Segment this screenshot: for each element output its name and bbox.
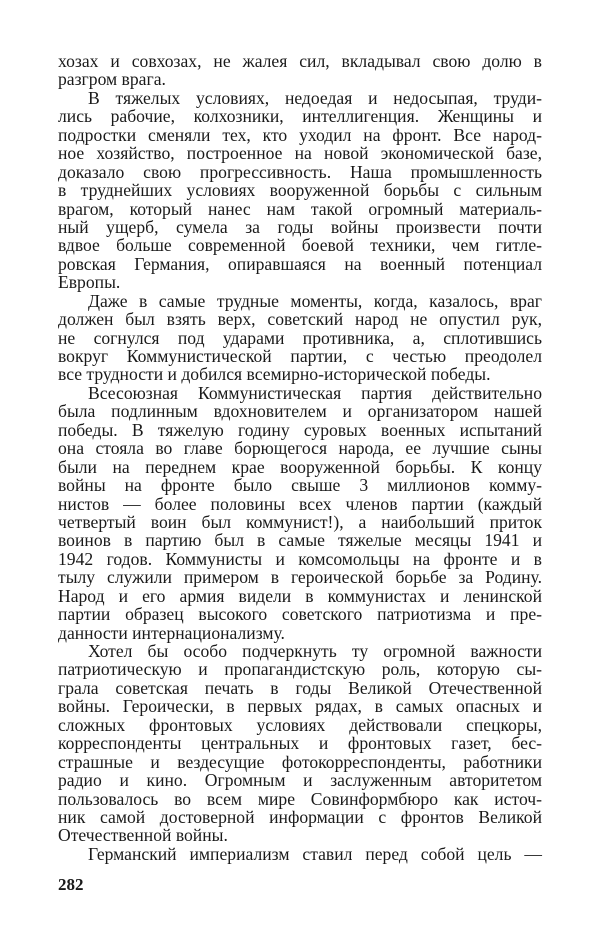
text-line: она стояла во главе борющегося народа, ее лучшие сыны: [58, 438, 542, 459]
text-line: победы. В тяжелую годину суровых военных испытаний: [58, 419, 542, 440]
text-line: Даже в самые трудные моменты, когда, казалось, враг: [88, 290, 542, 311]
text-line: страшные и вездесущие фотокорреспонденты, работники: [58, 751, 542, 772]
page-body-text: [58, 52, 542, 863]
text-line: партии образец высокого советского патриотизма и пре-: [58, 604, 542, 625]
text-line: войны. Героически, в первых рядах, в самых опасных и: [58, 696, 542, 717]
paragraph: [58, 52, 542, 89]
text-line: ровская Германия, опиравшаяся на военный потенциал: [58, 253, 542, 274]
text-line: данности интернационализму.: [58, 622, 285, 643]
text-line: воинов в партию был в самые тяжелые месяцы 1941 и: [58, 530, 542, 551]
text-line: радио и кино. Огромным и заслуженным авторитетом: [58, 770, 542, 791]
text-line: ник самой достоверной информации с фронтов Великой: [58, 806, 542, 827]
text-line: тылу служили примером в героической борьбе за Родину.: [58, 567, 542, 588]
text-line: были на переднем крае вооруженной борьбы. К концу: [58, 456, 542, 477]
text-line: лись рабочие, колхозники, интеллигенция. Женщины и: [58, 106, 542, 127]
text-line: Народ и его армия видели в коммунистах и ленинской: [58, 585, 542, 606]
text-line: хозах и совхозах, не жалея сил, вкладывал свою долю в: [58, 51, 542, 71]
text-line: разгром врага.: [58, 69, 166, 90]
text-line: пользовалось во всем мире Совинформбюро как источ-: [58, 788, 542, 809]
text-line: 1942 годов. Коммунисты и комсомольцы на фронте и в: [58, 548, 542, 569]
text-line: Всесоюзная Коммунистическая партия действительно: [88, 382, 542, 403]
text-line: подростки сменяли тех, кто уходил на фронт. Все народ-: [58, 124, 542, 145]
paragraph: [58, 845, 542, 863]
text-line: корреспонденты центральных и фронтовых газет, бес-: [58, 733, 542, 754]
text-line: четвертый воин был коммунист!), а наибольший приток: [58, 511, 542, 532]
text-line: не согнулся под ударами противника, а, сплотившись: [58, 327, 542, 348]
text-line: должен был взять верх, советский народ не опустил рук,: [58, 309, 542, 330]
text-line: все трудности и добился всемирно-исторической победы.: [58, 364, 491, 385]
text-line: ный ущерб, сумела за годы войны произвести почти: [58, 216, 542, 237]
text-line: вдвое больше современной боевой техники, чем гитле-: [58, 235, 542, 256]
paragraph: [58, 642, 542, 845]
paragraph: [58, 292, 542, 384]
paragraph: [58, 384, 542, 642]
text-line: врагом, который нанес нам такой огромный материаль-: [58, 198, 542, 219]
text-line: войны на фронте было свыше 3 миллионов комму-: [58, 475, 542, 496]
text-line: вокруг Коммунистической партии, с честью преодолел: [58, 346, 542, 366]
text-line: патриотическую и пропагандистскую роль, которую сы-: [58, 659, 542, 680]
text-line: Германский империализм ставил перед собой цель —: [88, 843, 542, 864]
text-line: ное хозяйство, построенное на новой экономической базе,: [58, 143, 542, 164]
text-line: Хотел бы особо подчеркнуть ту огромной важности: [88, 641, 542, 661]
text-line: в труднейших условиях вооруженной борьбы с сильным: [58, 180, 542, 201]
text-line: В тяжелых условиях, недоедая и недосыпая, труди-: [88, 87, 542, 108]
paragraph: [58, 89, 542, 292]
text-line: была подлинным вдохновителем и организатором нашей: [58, 401, 542, 422]
page-number: 282: [58, 875, 84, 894]
text-line: сложных фронтовых условиях действовали спецкоры,: [58, 714, 542, 735]
text-line: нистов — более половины всех членов партии (каждый: [58, 493, 542, 514]
text-line: доказало свою прогрессивность. Наша промышленность: [58, 161, 542, 182]
text-line: грала советская печать в годы Великой Отечественной: [58, 677, 542, 698]
text-line: Отечественной войны.: [58, 825, 228, 846]
text-line: Европы.: [58, 272, 121, 293]
